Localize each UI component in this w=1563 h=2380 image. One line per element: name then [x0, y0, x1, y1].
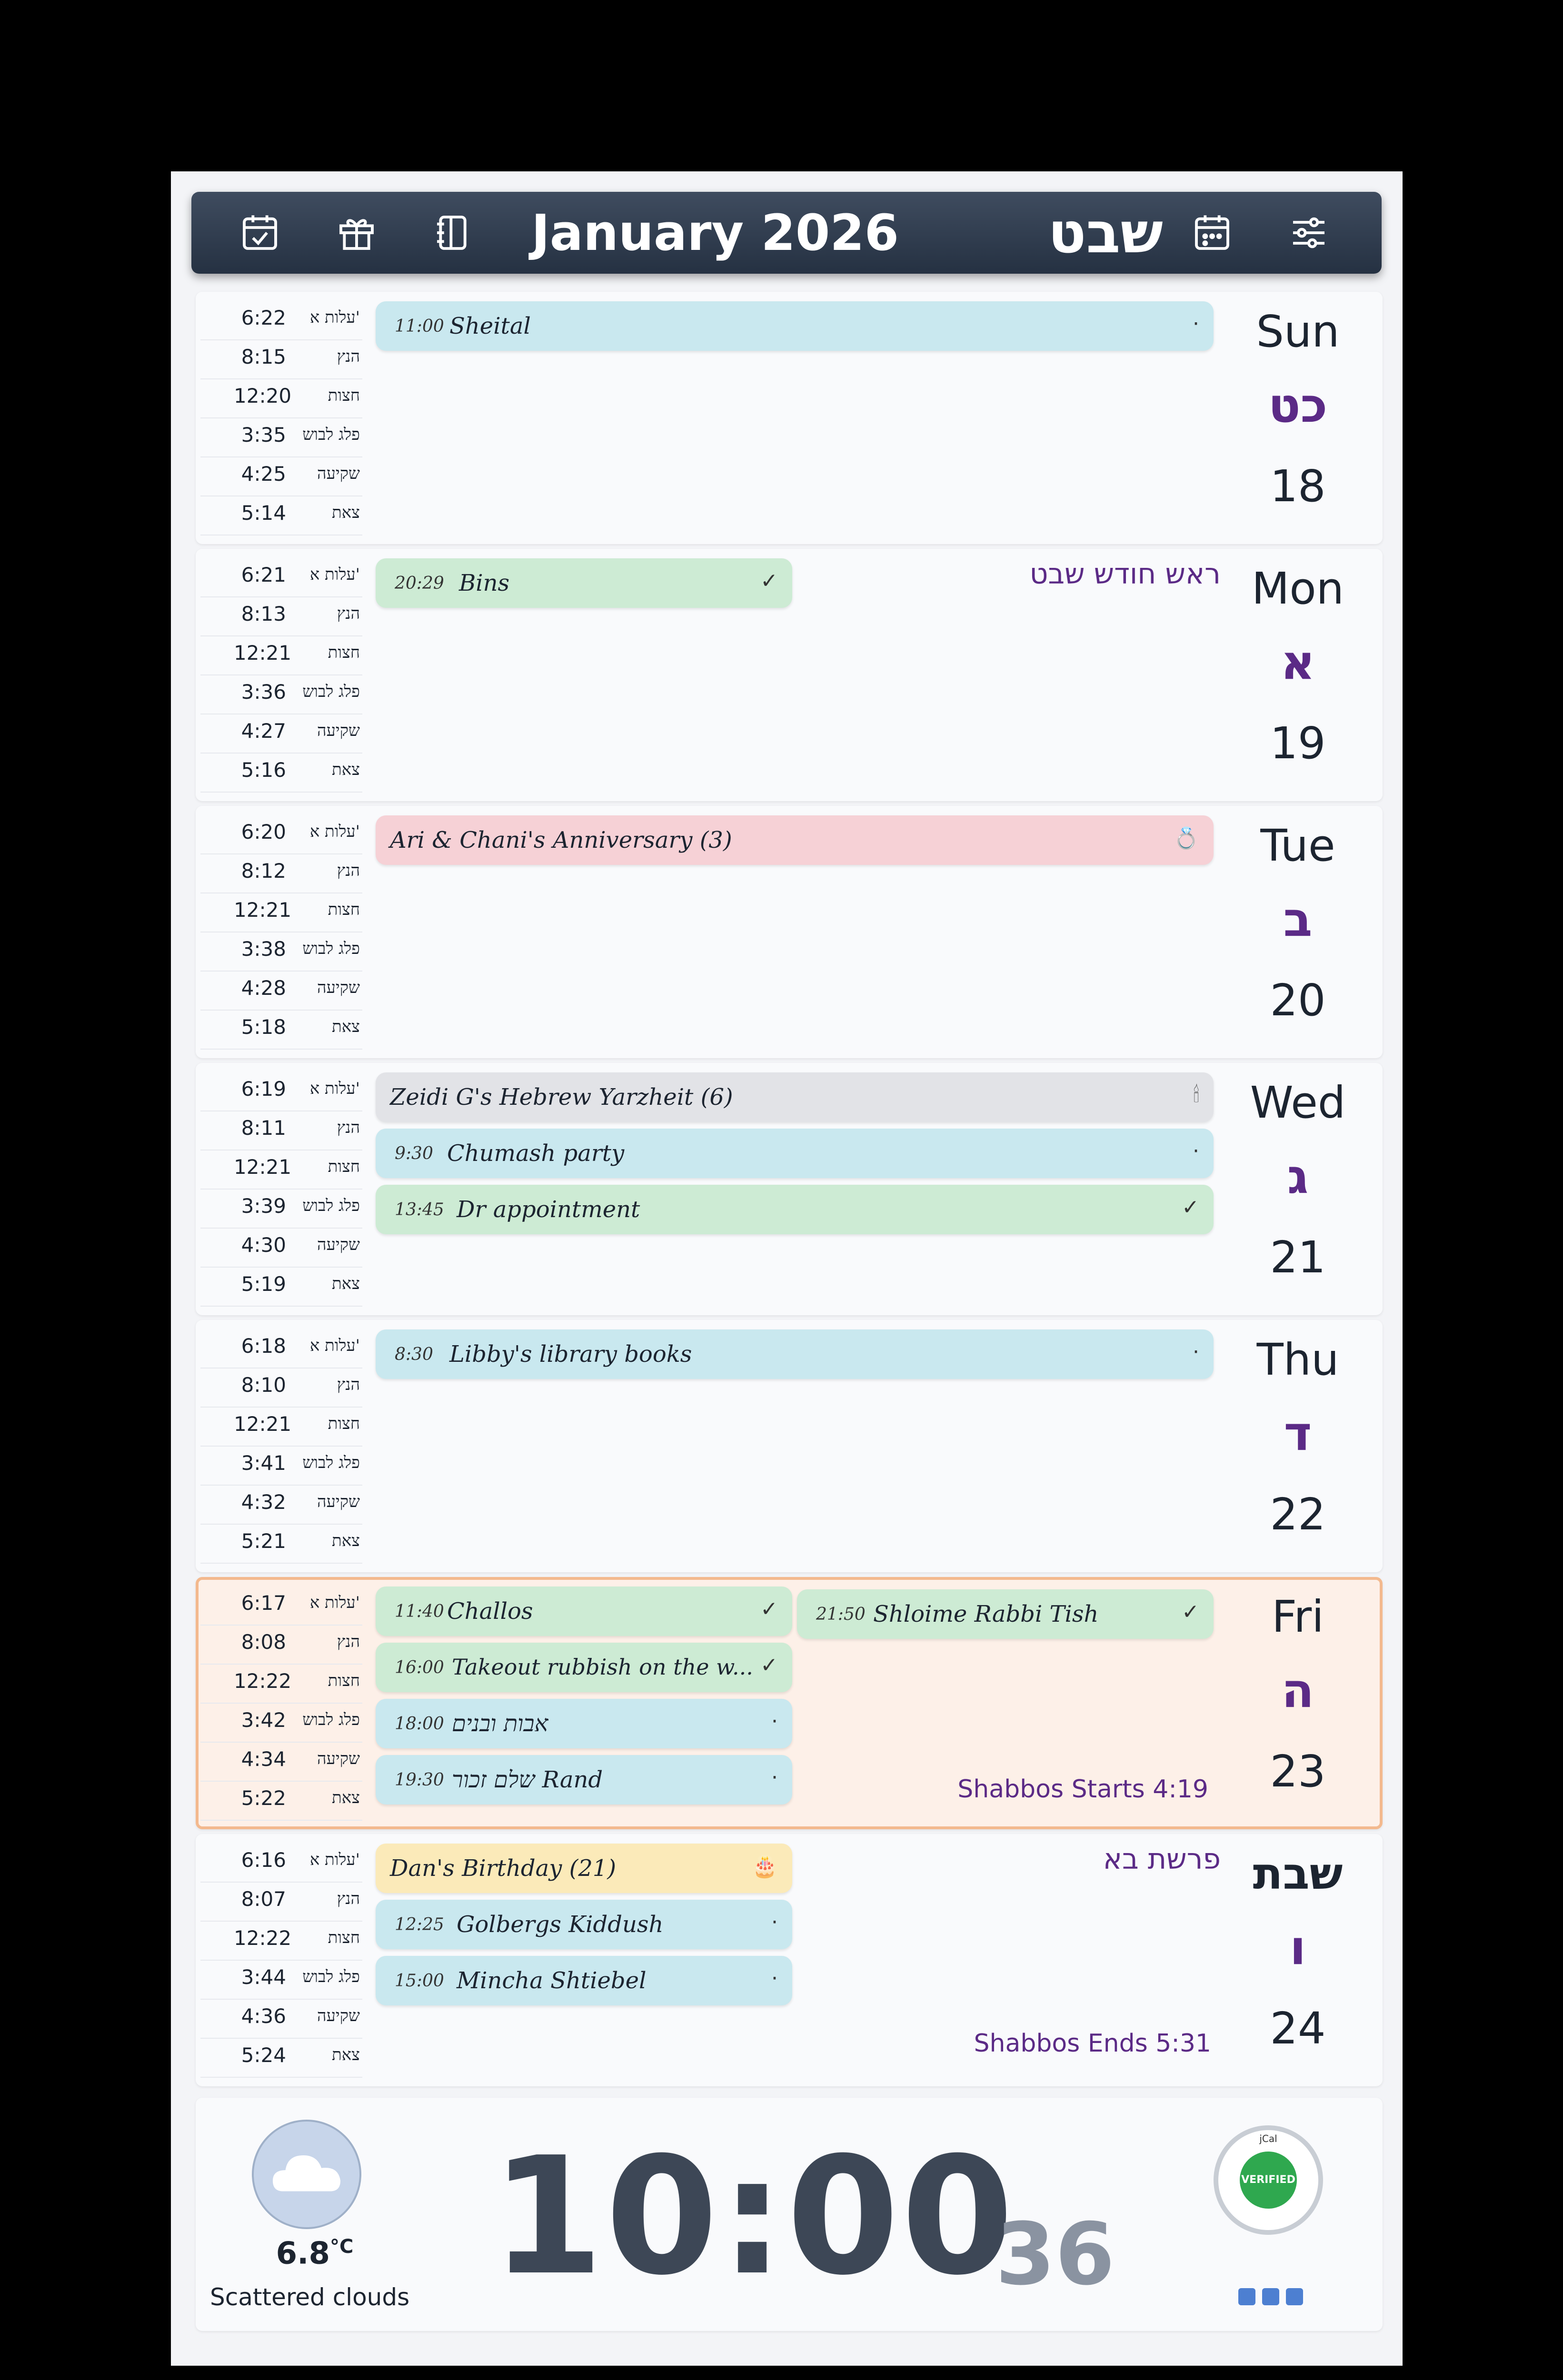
zmanim-list	[200, 1587, 362, 1821]
event-title: Chumash party	[447, 1140, 625, 1167]
clock-seconds: 36	[996, 2205, 1115, 2304]
zman-row	[200, 379, 362, 418]
calendar-status-icon	[1262, 2288, 1279, 2305]
zman-label: פלג לבוש	[302, 682, 360, 701]
footer-panel	[196, 2098, 1383, 2331]
zman-time: 6:21	[241, 563, 286, 586]
zman-time: 4:36	[241, 2004, 286, 2028]
zman-time: 12:22	[234, 1669, 292, 1693]
zman-time: 12:21	[234, 898, 292, 922]
event-title: שלם זכור Rand	[452, 1766, 603, 1793]
zman-label: עלות א'	[309, 1593, 360, 1612]
zman-time: 6:18	[241, 1334, 286, 1358]
event-chip[interactable]	[376, 1755, 792, 1805]
zman-row	[200, 1150, 362, 1190]
zman-label: שקיעה	[317, 2006, 360, 2025]
zman-row	[200, 1011, 362, 1050]
verified-badge	[1214, 2125, 1323, 2235]
rosh-chodesh-note: ראש חודש שבט	[1029, 557, 1221, 591]
event-mark: ✓	[1182, 1600, 1199, 1624]
event-mark: ·	[1193, 312, 1199, 336]
calendar-screen	[171, 171, 1403, 2366]
event-title: Golbergs Kiddush	[457, 1911, 664, 1938]
zman-time: 12:22	[234, 1926, 292, 1950]
zman-label: הנץ	[337, 604, 360, 623]
zman-time: 5:24	[241, 2043, 286, 2067]
temperature	[267, 2236, 362, 2271]
zman-label: הנץ	[337, 1632, 360, 1651]
event-title: Libby's library books	[449, 1341, 692, 1368]
zman-time: 5:19	[241, 1272, 286, 1296]
zman-time: 8:12	[241, 859, 286, 883]
event-title: Dan's Birthday (21)	[390, 1855, 617, 1882]
clock-time: 10:00	[491, 2122, 1016, 2311]
zmanim-list	[200, 815, 362, 1050]
event-chip[interactable]	[376, 1329, 1214, 1379]
event-time: 15:00	[395, 1971, 444, 1991]
candle-icon: 🕯	[1193, 1083, 1199, 1107]
zman-time: 4:25	[241, 462, 286, 486]
zman-label: צאת	[332, 1274, 360, 1293]
zman-time: 5:21	[241, 1529, 286, 1553]
temperature-value: 6.8	[276, 2236, 330, 2271]
event-time: 19:30	[395, 1770, 444, 1790]
zmanim-list	[200, 1329, 362, 1564]
hebrew-date: ו	[1289, 1920, 1306, 1975]
status-icons	[1238, 2288, 1319, 2312]
zman-row	[200, 1408, 362, 1447]
event-title: Mincha Shtiebel	[457, 1967, 647, 1994]
zman-label: פלג לבוש	[302, 1710, 360, 1729]
zman-label: חצות	[328, 643, 360, 662]
event-title: Sheital	[449, 313, 531, 339]
zman-label: הנץ	[337, 861, 360, 880]
day-row-tue[interactable]	[196, 806, 1383, 1058]
day-name: Mon	[1252, 563, 1344, 614]
event-time: 11:00	[395, 317, 444, 336]
day-row-mon[interactable]	[196, 549, 1383, 801]
zmanim-list	[200, 1844, 362, 2078]
event-title: Challos	[447, 1598, 533, 1625]
zman-label: שקיעה	[317, 1235, 360, 1254]
zman-label: הנץ	[337, 347, 360, 366]
zman-row	[200, 1665, 362, 1704]
event-title: Dr appointment	[457, 1196, 640, 1223]
badge-label: VERIFIED	[1240, 2152, 1297, 2209]
zman-label: צאת	[332, 2045, 360, 2064]
zman-row	[200, 496, 362, 536]
zman-row	[200, 1447, 362, 1486]
zman-row	[200, 558, 362, 597]
zman-time: 4:34	[241, 1747, 286, 1771]
event-time: 12:25	[395, 1915, 444, 1934]
day-row-thu[interactable]	[196, 1320, 1383, 1572]
zman-label: הנץ	[337, 1118, 360, 1137]
zman-label: חצות	[328, 1928, 360, 1947]
hebrew-month: שבט	[1048, 200, 1163, 266]
temperature-unit: °C	[330, 2236, 354, 2258]
zman-row	[200, 1229, 362, 1268]
zman-row	[200, 636, 362, 675]
ring-icon: 💍	[1173, 826, 1199, 851]
zman-row	[200, 1743, 362, 1782]
event-time: 13:45	[395, 1200, 444, 1220]
zmanim-list	[200, 301, 362, 536]
day-name: Sun	[1256, 306, 1340, 357]
event-mark: ·	[771, 1966, 778, 1991]
zman-row	[200, 1525, 362, 1564]
event-title: Ari & Chani's Anniversary (3)	[390, 827, 732, 853]
zman-time: 12:21	[234, 1412, 292, 1436]
zman-row	[200, 2039, 362, 2078]
zman-time: 6:20	[241, 820, 286, 843]
zman-label: פלג לבוש	[302, 1967, 360, 1986]
day-row-fri[interactable]	[196, 1577, 1383, 1829]
event-chip[interactable]	[376, 1956, 792, 2005]
zman-row	[200, 675, 362, 714]
weather-description: Scattered clouds	[210, 2283, 410, 2311]
zman-row	[200, 1329, 362, 1368]
month-title: January 2026	[531, 204, 899, 262]
zman-row	[200, 457, 362, 496]
zman-row	[200, 1268, 362, 1307]
day-number: 19	[1270, 718, 1326, 769]
event-time: 16:00	[395, 1658, 444, 1677]
zman-label: פלג לבוש	[302, 939, 360, 958]
zman-row	[200, 1626, 362, 1665]
event-chip[interactable]	[376, 301, 1214, 351]
zman-row	[200, 714, 362, 754]
zman-label: הנץ	[337, 1375, 360, 1394]
zmanim-list	[200, 558, 362, 793]
day-row-wed[interactable]	[196, 1063, 1383, 1315]
zman-row	[200, 1961, 362, 2000]
event-mark: ✓	[760, 1653, 778, 1677]
zman-label: עלות א'	[309, 1850, 360, 1869]
zman-row	[200, 301, 362, 340]
zman-row	[200, 1072, 362, 1111]
zman-row	[200, 1704, 362, 1743]
zman-label: שקיעה	[317, 978, 360, 997]
hebrew-date: ב	[1283, 892, 1313, 947]
zman-time: 3:41	[241, 1451, 286, 1475]
zman-time: 4:28	[241, 976, 286, 1000]
zman-row	[200, 854, 362, 893]
event-mark: ·	[771, 1765, 778, 1790]
event-mark: ✓	[1182, 1195, 1199, 1220]
event-chip[interactable]	[376, 1587, 792, 1636]
event-time: 18:00	[395, 1714, 444, 1734]
zman-label: צאת	[332, 1531, 360, 1550]
event-mark: ·	[771, 1709, 778, 1734]
zman-row	[200, 1883, 362, 1922]
zman-label: עלות א'	[309, 1336, 360, 1355]
zman-label: שקיעה	[317, 721, 360, 740]
zman-time: 3:36	[241, 680, 286, 704]
event-title: Bins	[459, 570, 510, 596]
header-bar	[191, 192, 1382, 274]
day-number: 23	[1270, 1746, 1326, 1797]
event-mark: ✓	[760, 569, 778, 593]
zman-row	[200, 340, 362, 379]
event-time: 11:40	[395, 1602, 444, 1621]
day-row-shabbos[interactable]	[196, 1834, 1383, 2086]
shabbos-ends-note: Shabbos Ends 5:31	[974, 2029, 1211, 2058]
event-chip[interactable]	[376, 1900, 792, 1949]
event-title: Takeout rubbish on the w...	[452, 1654, 753, 1680]
zman-row	[200, 1486, 362, 1525]
zman-label: צאת	[332, 1017, 360, 1036]
zman-row	[200, 932, 362, 972]
zman-row	[200, 1368, 362, 1408]
calendar-grid-icon[interactable]	[1191, 212, 1233, 254]
event-chip[interactable]	[376, 1129, 1214, 1178]
zman-row	[200, 893, 362, 932]
zmanim-list	[200, 1072, 362, 1307]
day-name: שבת	[1253, 1848, 1343, 1899]
day-number: 20	[1270, 975, 1326, 1026]
zman-row	[200, 418, 362, 457]
event-chip[interactable]	[376, 1699, 792, 1748]
event-title: אבות ובנים	[452, 1710, 548, 1737]
zman-label: עלות א'	[309, 822, 360, 841]
zman-row	[200, 754, 362, 793]
zman-row	[200, 815, 362, 854]
zman-row	[200, 1844, 362, 1883]
zman-row	[200, 1782, 362, 1821]
hebrew-date: ג	[1287, 1149, 1309, 1204]
sync-status-icon	[1286, 2288, 1303, 2305]
zman-time: 4:32	[241, 1490, 286, 1514]
zman-time: 5:14	[241, 501, 286, 525]
zman-row	[200, 972, 362, 1011]
hebrew-date: ה	[1281, 1663, 1314, 1718]
day-number: 24	[1270, 2003, 1326, 2054]
zman-time: 12:21	[234, 1155, 292, 1179]
zman-time: 8:10	[241, 1373, 286, 1397]
zman-label: חצות	[328, 386, 360, 405]
zman-time: 3:39	[241, 1194, 286, 1218]
zman-label: צאת	[332, 503, 360, 522]
hebrew-date: כט	[1268, 377, 1328, 433]
event-chip[interactable]	[376, 1185, 1214, 1234]
day-name: Tue	[1260, 820, 1335, 871]
event-chip-birthday[interactable]	[376, 1844, 792, 1893]
zman-label: עלות א'	[309, 1079, 360, 1098]
zman-label: חצות	[328, 1414, 360, 1433]
zman-row	[200, 597, 362, 636]
zman-time: 5:22	[241, 1786, 286, 1810]
zman-time: 5:18	[241, 1015, 286, 1039]
event-time: 21:50	[816, 1605, 866, 1624]
zman-time: 3:42	[241, 1708, 286, 1732]
event-chip[interactable]	[797, 1589, 1214, 1639]
zman-row	[200, 1922, 362, 1961]
day-name: Thu	[1256, 1334, 1339, 1385]
calendar-check-icon[interactable]	[239, 212, 281, 254]
cake-icon: 🎂	[752, 1854, 778, 1879]
shabbos-starts-note: Shabbos Starts 4:19	[957, 1775, 1208, 1804]
zman-time: 12:21	[234, 641, 292, 664]
event-chip[interactable]	[376, 1643, 792, 1692]
day-number: 22	[1270, 1489, 1326, 1540]
zman-time: 3:38	[241, 937, 286, 961]
parsha-note: פרשת בא	[1103, 1843, 1221, 1876]
zman-time: 8:08	[241, 1630, 286, 1654]
day-number: 18	[1270, 461, 1326, 512]
zman-time: 5:16	[241, 758, 286, 782]
zman-label: פלג לבוש	[302, 1196, 360, 1215]
zman-label: פלג לבוש	[302, 425, 360, 444]
event-time: 20:29	[395, 574, 444, 593]
day-row-sun[interactable]	[196, 292, 1383, 544]
zman-label: חצות	[328, 1671, 360, 1690]
zman-label: עלות א'	[309, 565, 360, 584]
cloud-icon	[252, 2120, 361, 2229]
day-name: Fri	[1272, 1591, 1324, 1642]
zman-time: 4:30	[241, 1233, 286, 1257]
zman-row	[200, 2000, 362, 2039]
zman-label: שקיעה	[317, 1492, 360, 1511]
zman-time: 6:17	[241, 1591, 286, 1615]
zman-time: 4:27	[241, 719, 286, 743]
day-name: Wed	[1250, 1077, 1346, 1128]
device-frame	[6, 4, 1557, 2380]
zman-label: עלות א'	[309, 308, 360, 327]
zman-time: 3:44	[241, 1965, 286, 1989]
zman-time: 8:11	[241, 1116, 286, 1140]
notebook-icon[interactable]	[432, 212, 474, 254]
zman-label: חצות	[328, 900, 360, 919]
event-chip[interactable]	[376, 558, 792, 608]
zman-label: הנץ	[337, 1889, 360, 1908]
settings-sliders-icon[interactable]	[1288, 212, 1330, 254]
event-chip-anniversary[interactable]	[376, 815, 1214, 865]
event-time: 8:30	[395, 1345, 433, 1364]
hebrew-date: א	[1280, 635, 1315, 690]
zman-label: צאת	[332, 760, 360, 779]
zman-time: 8:07	[241, 1887, 286, 1911]
zman-time: 8:15	[241, 345, 286, 368]
zman-label: חצות	[328, 1157, 360, 1176]
zman-time: 6:19	[241, 1077, 286, 1101]
hebrew-date: ד	[1284, 1406, 1312, 1461]
event-mark: ·	[771, 1910, 778, 1934]
zman-label: שקיעה	[317, 1749, 360, 1768]
event-mark: ·	[1193, 1139, 1199, 1163]
zman-row	[200, 1190, 362, 1229]
event-mark: ·	[1193, 1340, 1199, 1364]
gift-icon[interactable]	[336, 212, 378, 254]
zman-time: 8:13	[241, 602, 286, 625]
day-number: 21	[1270, 1232, 1326, 1283]
weather-status-icon	[1238, 2288, 1255, 2305]
zman-time: 3:35	[241, 423, 286, 446]
zman-time: 6:16	[241, 1848, 286, 1872]
event-time: 9:30	[395, 1144, 433, 1163]
zman-time: 12:20	[234, 384, 292, 407]
zman-label: שקיעה	[317, 464, 360, 483]
zman-label: פלג לבוש	[302, 1453, 360, 1472]
zman-time: 6:22	[241, 306, 286, 329]
badge-top-label: jCal	[1259, 2133, 1277, 2144]
zman-label: צאת	[332, 1788, 360, 1807]
event-title: Zeidi G's Hebrew Yarzheit (6)	[390, 1084, 733, 1111]
zman-row	[200, 1111, 362, 1150]
event-title: Shloime Rabbi Tish	[873, 1601, 1099, 1627]
event-mark: ✓	[760, 1597, 778, 1621]
zman-row	[200, 1587, 362, 1626]
event-chip-yarzheit[interactable]	[376, 1072, 1214, 1122]
